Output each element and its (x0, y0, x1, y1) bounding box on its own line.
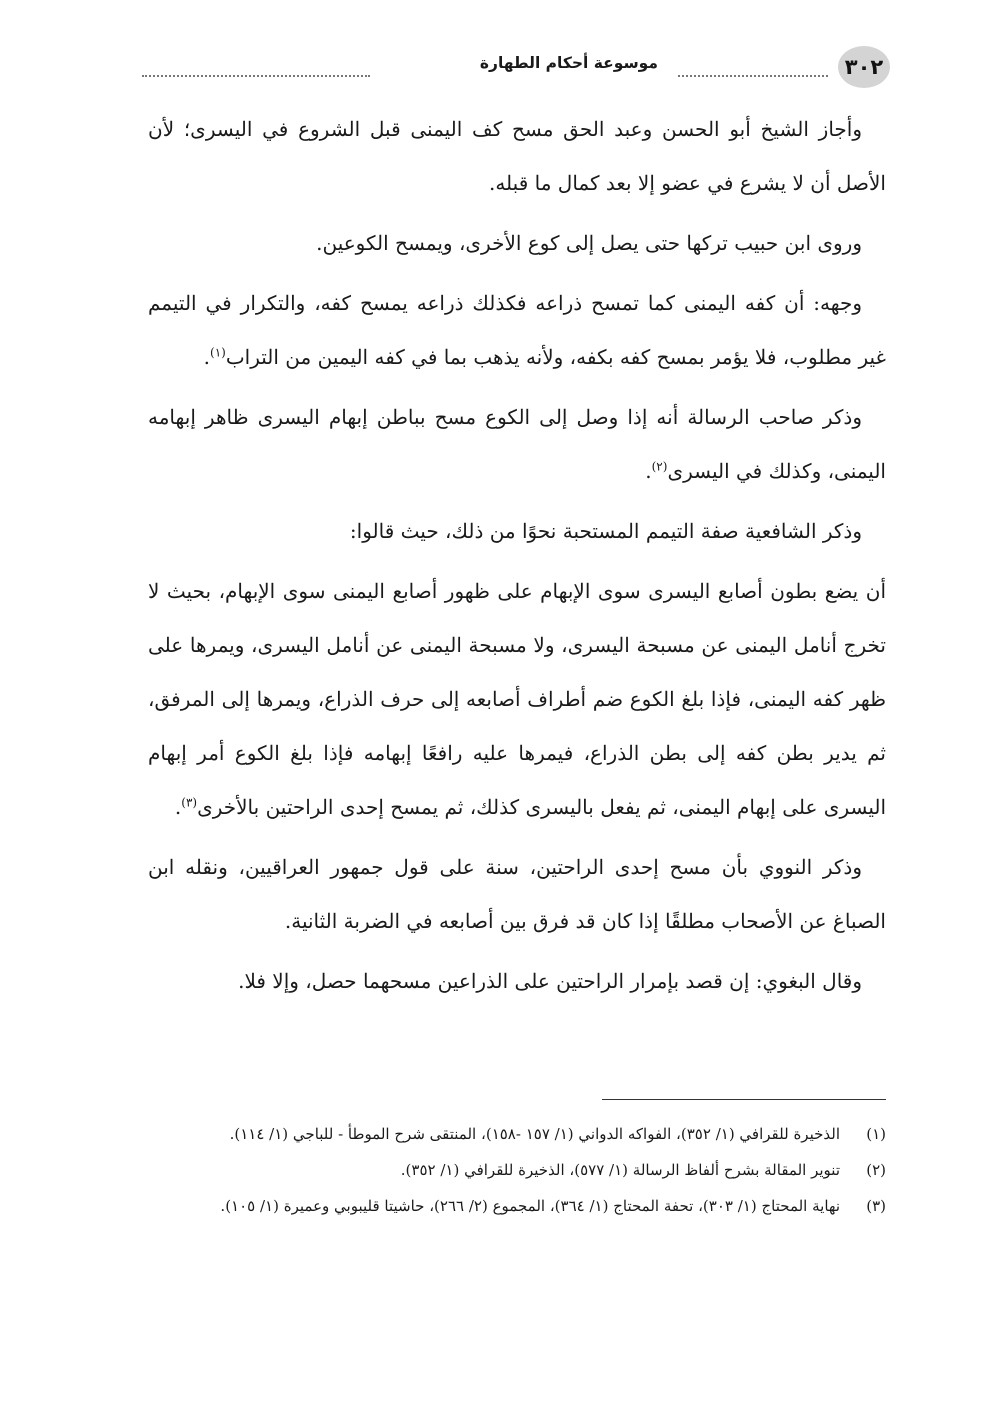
paragraph-text: وجهه: أن كفه اليمنى كما تمسح ذراعه فكذلك ذراعه يمسح كفه، والتكرار في التيمم غير مطلوب، فلا يؤمر بمسح كفه بكفه، ولأنه يذهب بما في كفه اليمين من التراب (148, 291, 886, 369)
paragraph-end: . (174, 795, 182, 819)
paragraph-end: . (645, 459, 652, 483)
footnote-ref[interactable]: (٢) (651, 459, 668, 474)
footnote-text: تنوير المقالة بشرح ألفاظ الرسالة (١/ ٥٧٧)، الذخيرة للقرافي (١/ ٣٥٢). (400, 1161, 840, 1179)
footnote-number: (٢) (866, 1161, 886, 1179)
header-dotted-rule-right (678, 75, 828, 77)
footnote-item (148, 1118, 886, 1150)
footnote-separator (602, 1099, 886, 1100)
paragraph (148, 276, 886, 384)
paragraph (148, 390, 886, 498)
paragraph: وذكر النووي بأن مسح إحدى الراحتين، سنة على قول جمهور العراقيين، ونقله ابن الصباغ عن الأصحاب مطلقًا إذا كان قد فرق بين أصابعه في الضربة الثانية. (148, 855, 886, 933)
page-header (142, 40, 890, 94)
footnote-item (148, 1154, 886, 1186)
footnote-number: (١) (866, 1125, 886, 1143)
footnotes (148, 1118, 886, 1226)
paragraph: وأجاز الشيخ أبو الحسن وعبد الحق مسح كف اليمنى قبل الشروع في اليسرى؛ لأن الأصل أن لا يشرع في عضو إلا بعد كمال ما قبله. (148, 117, 886, 195)
main-text (148, 102, 886, 1014)
running-title: موسوعة أحكام الطهارة (479, 54, 658, 72)
paragraph (148, 564, 886, 834)
paragraph: وذكر الشافعية صفة التيمم المستحبة نحوًا من ذلك، حيث قالوا: (349, 519, 862, 543)
footnote-item (148, 1190, 886, 1222)
footnote-text: الذخيرة للقرافي (١/ ٣٥٢)، الفواكه الدواني (١/ ١٥٧ -١٥٨)، المنتقى شرح الموطأ - للباجي (١/ ١١٤). (229, 1125, 840, 1143)
header-dotted-rule-left (142, 75, 370, 77)
footnote-ref[interactable]: (١) (210, 345, 226, 360)
paragraph-end: . (203, 345, 211, 369)
page-number-badge: ٣٠٢ (838, 46, 890, 88)
footnote-ref[interactable]: (٣) (181, 795, 198, 810)
paragraph: وروى ابن حبيب تركها حتى يصل إلى كوع الأخرى، ويمسح الكوعين. (316, 231, 862, 255)
paragraph-text: وذكر صاحب الرسالة أنه إذا وصل إلى الكوع مسح بباطن إبهام اليسرى ظاهر إبهامه اليمنى، وكذلك في اليسرى (148, 405, 886, 483)
footnote-number: (٣) (866, 1197, 886, 1215)
paragraph: وقال البغوي: إن قصد بإمرار الراحتين على الذراعين مسحهما حصل، وإلا فلا. (238, 969, 862, 993)
paragraph-text: أن يضع بطون أصابع اليسرى سوى الإبهام على ظهور أصابع اليمنى سوى الإبهام، بحيث لا تخرج أنامل اليمنى عن مسبحة اليسرى، ولا مسبحة اليمنى عن أنامل اليسرى، ويمرها على ظهر كفه اليمنى، فإذا بلغ الكوع ضم أطراف أصابعه إلى حرف الذراع، ويمرها إلى المرفق، ثم يدير بطن كفه إلى بطن الذراع، فيمرها عليه رافعًا إبهامه فإذا بلغ الكوع أمر إبهام اليسرى على إبهام اليمنى، ثم يفعل باليسرى كذلك، ثم يمسح إحدى الراحتين بالأخرى (148, 579, 887, 819)
footnote-text: نهاية المحتاج (١/ ٣٠٣)، تحفة المحتاج (١/ ٣٦٤)، المجموع (٢/ ٢٦٦)، حاشيتا قليبوبي وعميرة (١/ ١٠٥). (220, 1197, 840, 1215)
